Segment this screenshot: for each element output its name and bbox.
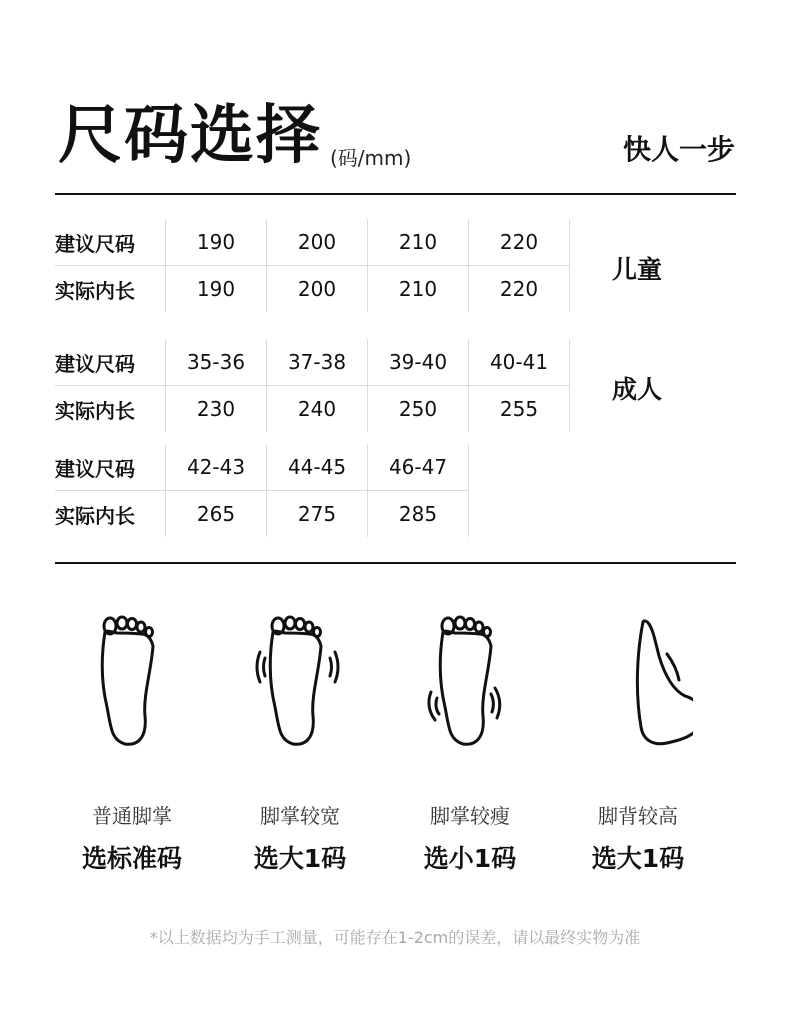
table-cell: 39-40 xyxy=(368,339,469,386)
top-divider xyxy=(55,193,736,195)
table-cell: 285 xyxy=(368,491,469,538)
kids-category-label: 儿童 xyxy=(612,255,663,284)
brand-slogan: 快人一步 xyxy=(622,133,735,166)
narrow-foot-icon xyxy=(415,612,525,752)
size-advice: 选标准码 xyxy=(81,844,182,873)
table-cell: 240 xyxy=(267,386,368,433)
row-label: 实际内长 xyxy=(55,266,166,313)
adult-size-table-1 xyxy=(55,339,570,432)
size-advice: 选大1码 xyxy=(591,844,685,873)
foot-type-label: 脚掌较宽 xyxy=(260,804,340,828)
table-cell: 265 xyxy=(166,491,267,538)
table-row xyxy=(55,386,570,433)
table-cell: 200 xyxy=(267,219,368,266)
row-label: 建议尺码 xyxy=(55,339,166,386)
table-cell: 220 xyxy=(469,266,570,313)
foot-guide-high-instep xyxy=(548,612,728,875)
table-cell: 190 xyxy=(166,219,267,266)
table-row xyxy=(55,491,469,538)
foot-guide-wide xyxy=(210,612,390,875)
row-label: 建议尺码 xyxy=(55,444,166,491)
adult-size-table-2 xyxy=(55,444,469,537)
foot-type-label: 脚掌较瘦 xyxy=(430,804,510,828)
table-cell: 255 xyxy=(469,386,570,433)
adult-category-label: 成人 xyxy=(612,375,663,404)
table-cell: 40-41 xyxy=(469,339,570,386)
wide-foot-icon xyxy=(245,612,355,752)
table-cell: 42-43 xyxy=(166,444,267,491)
table-row xyxy=(55,339,570,386)
unit-label: (码/mm) xyxy=(330,146,412,170)
table-cell: 44-45 xyxy=(267,444,368,491)
bottom-divider xyxy=(55,562,736,564)
foot-guide-narrow xyxy=(380,612,560,875)
table-cell: 200 xyxy=(267,266,368,313)
row-label: 实际内长 xyxy=(55,386,166,433)
table-cell: 46-47 xyxy=(368,444,469,491)
table-cell: 250 xyxy=(368,386,469,433)
measurement-disclaimer: *以上数据均为手工测量，可能存在1-2cm的误差，请以最终实物为准 xyxy=(149,928,641,947)
row-label: 实际内长 xyxy=(55,491,166,538)
table-cell: 190 xyxy=(166,266,267,313)
size-advice: 选大1码 xyxy=(253,844,347,873)
high-instep-icon xyxy=(583,612,693,752)
foot-guide-normal xyxy=(42,612,222,875)
kids-size-table xyxy=(55,219,570,312)
foot-type-label: 普通脚掌 xyxy=(92,804,172,828)
normal-foot-icon xyxy=(77,612,187,752)
table-cell: 275 xyxy=(267,491,368,538)
size-advice: 选小1码 xyxy=(423,844,517,873)
page-title: 尺码选择 xyxy=(58,99,322,173)
table-row xyxy=(55,444,469,491)
table-cell: 220 xyxy=(469,219,570,266)
table-cell: 210 xyxy=(368,219,469,266)
table-cell: 230 xyxy=(166,386,267,433)
table-row xyxy=(55,219,570,266)
foot-type-label: 脚背较高 xyxy=(598,804,678,828)
table-cell: 210 xyxy=(368,266,469,313)
row-label: 建议尺码 xyxy=(55,219,166,266)
table-cell: 37-38 xyxy=(267,339,368,386)
table-row xyxy=(55,266,570,313)
table-cell: 35-36 xyxy=(166,339,267,386)
